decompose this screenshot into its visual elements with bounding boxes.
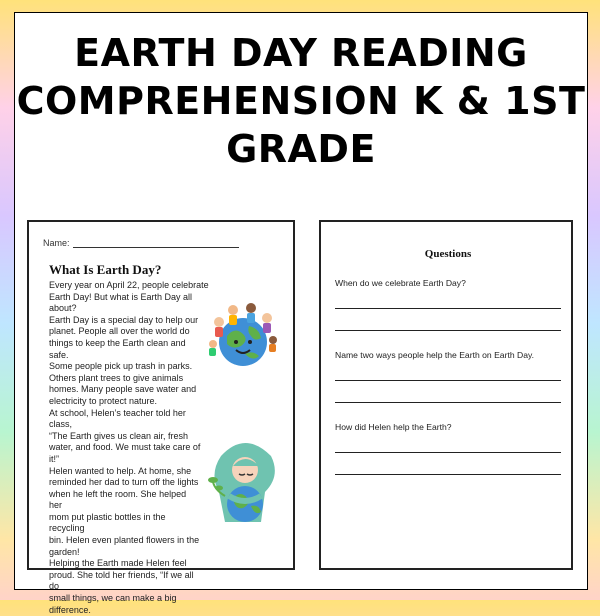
story-line: Helen wanted to help. At home, she xyxy=(49,465,192,476)
answer-line xyxy=(335,330,561,331)
story-title: What Is Earth Day? xyxy=(49,262,162,277)
story-line: electricity to protect nature. xyxy=(49,395,158,406)
answer-line xyxy=(335,474,561,475)
story-line: homes. Many people save water and xyxy=(49,384,197,395)
title-line-1: EARTH DAY READING xyxy=(74,31,528,75)
story-line: bin. Helen even planted flowers in the xyxy=(49,535,200,546)
question-1: When do we celebrate Earth Day? xyxy=(335,278,466,288)
story-line: about? xyxy=(49,303,77,314)
story-line: reminded her dad to turn off the lights xyxy=(49,477,199,488)
story-line: mom put plastic bottles in the recycling xyxy=(49,511,166,534)
story-line: planet. People all over the world do xyxy=(49,326,190,337)
girl-hugging-earth-illustration xyxy=(203,436,287,528)
story-line: Earth Day is a special day to help our xyxy=(49,314,199,325)
story-line: proud. She told her friends, “If we all do xyxy=(49,569,194,592)
question-2: Name two ways people help the Earth on Earth Day. xyxy=(335,350,535,360)
questions-heading: Questions xyxy=(424,248,472,260)
question-3: How did Helen help the Earth? xyxy=(335,422,452,432)
name-field xyxy=(43,238,239,248)
story-line: garden! xyxy=(49,546,80,557)
name-underline xyxy=(73,239,239,248)
answer-line xyxy=(335,308,561,309)
story-line: when he left the room. She helped her xyxy=(49,488,187,511)
story-line: At school, Helen’s teacher told her class, xyxy=(49,407,186,430)
story-line: Every year on April 22, people celebrate xyxy=(49,280,209,290)
reading-passage-page xyxy=(27,220,295,615)
story-line: things to keep the Earth clean and safe. xyxy=(49,337,186,360)
story-line: small things, we can make a big xyxy=(49,593,177,604)
page-title xyxy=(15,29,587,173)
story-line: difference. xyxy=(49,604,91,615)
story-line: Helping the Earth made Helen feel xyxy=(49,558,187,569)
name-label: Name: xyxy=(43,238,70,248)
title-line-3: GRADE xyxy=(226,127,376,171)
product-frame xyxy=(14,12,588,615)
story-line: Some people pick up trash in parks. xyxy=(49,361,193,372)
answer-line xyxy=(335,452,561,453)
story-line: it!” xyxy=(49,453,59,464)
questions-page xyxy=(319,220,573,570)
story-line: Earth Day! But what is Earth Day all xyxy=(49,291,193,302)
title-line-2: COMPREHENSION K & 1ST xyxy=(16,79,586,123)
story-line: “The Earth gives us clean air, fresh xyxy=(49,430,189,441)
answer-line xyxy=(335,380,561,381)
globe-with-kids-illustration xyxy=(205,296,281,370)
story-line: water, and food. We must take care of xyxy=(49,442,201,453)
answer-line xyxy=(335,402,561,403)
story-line: Others plant trees to give animals xyxy=(49,372,184,383)
